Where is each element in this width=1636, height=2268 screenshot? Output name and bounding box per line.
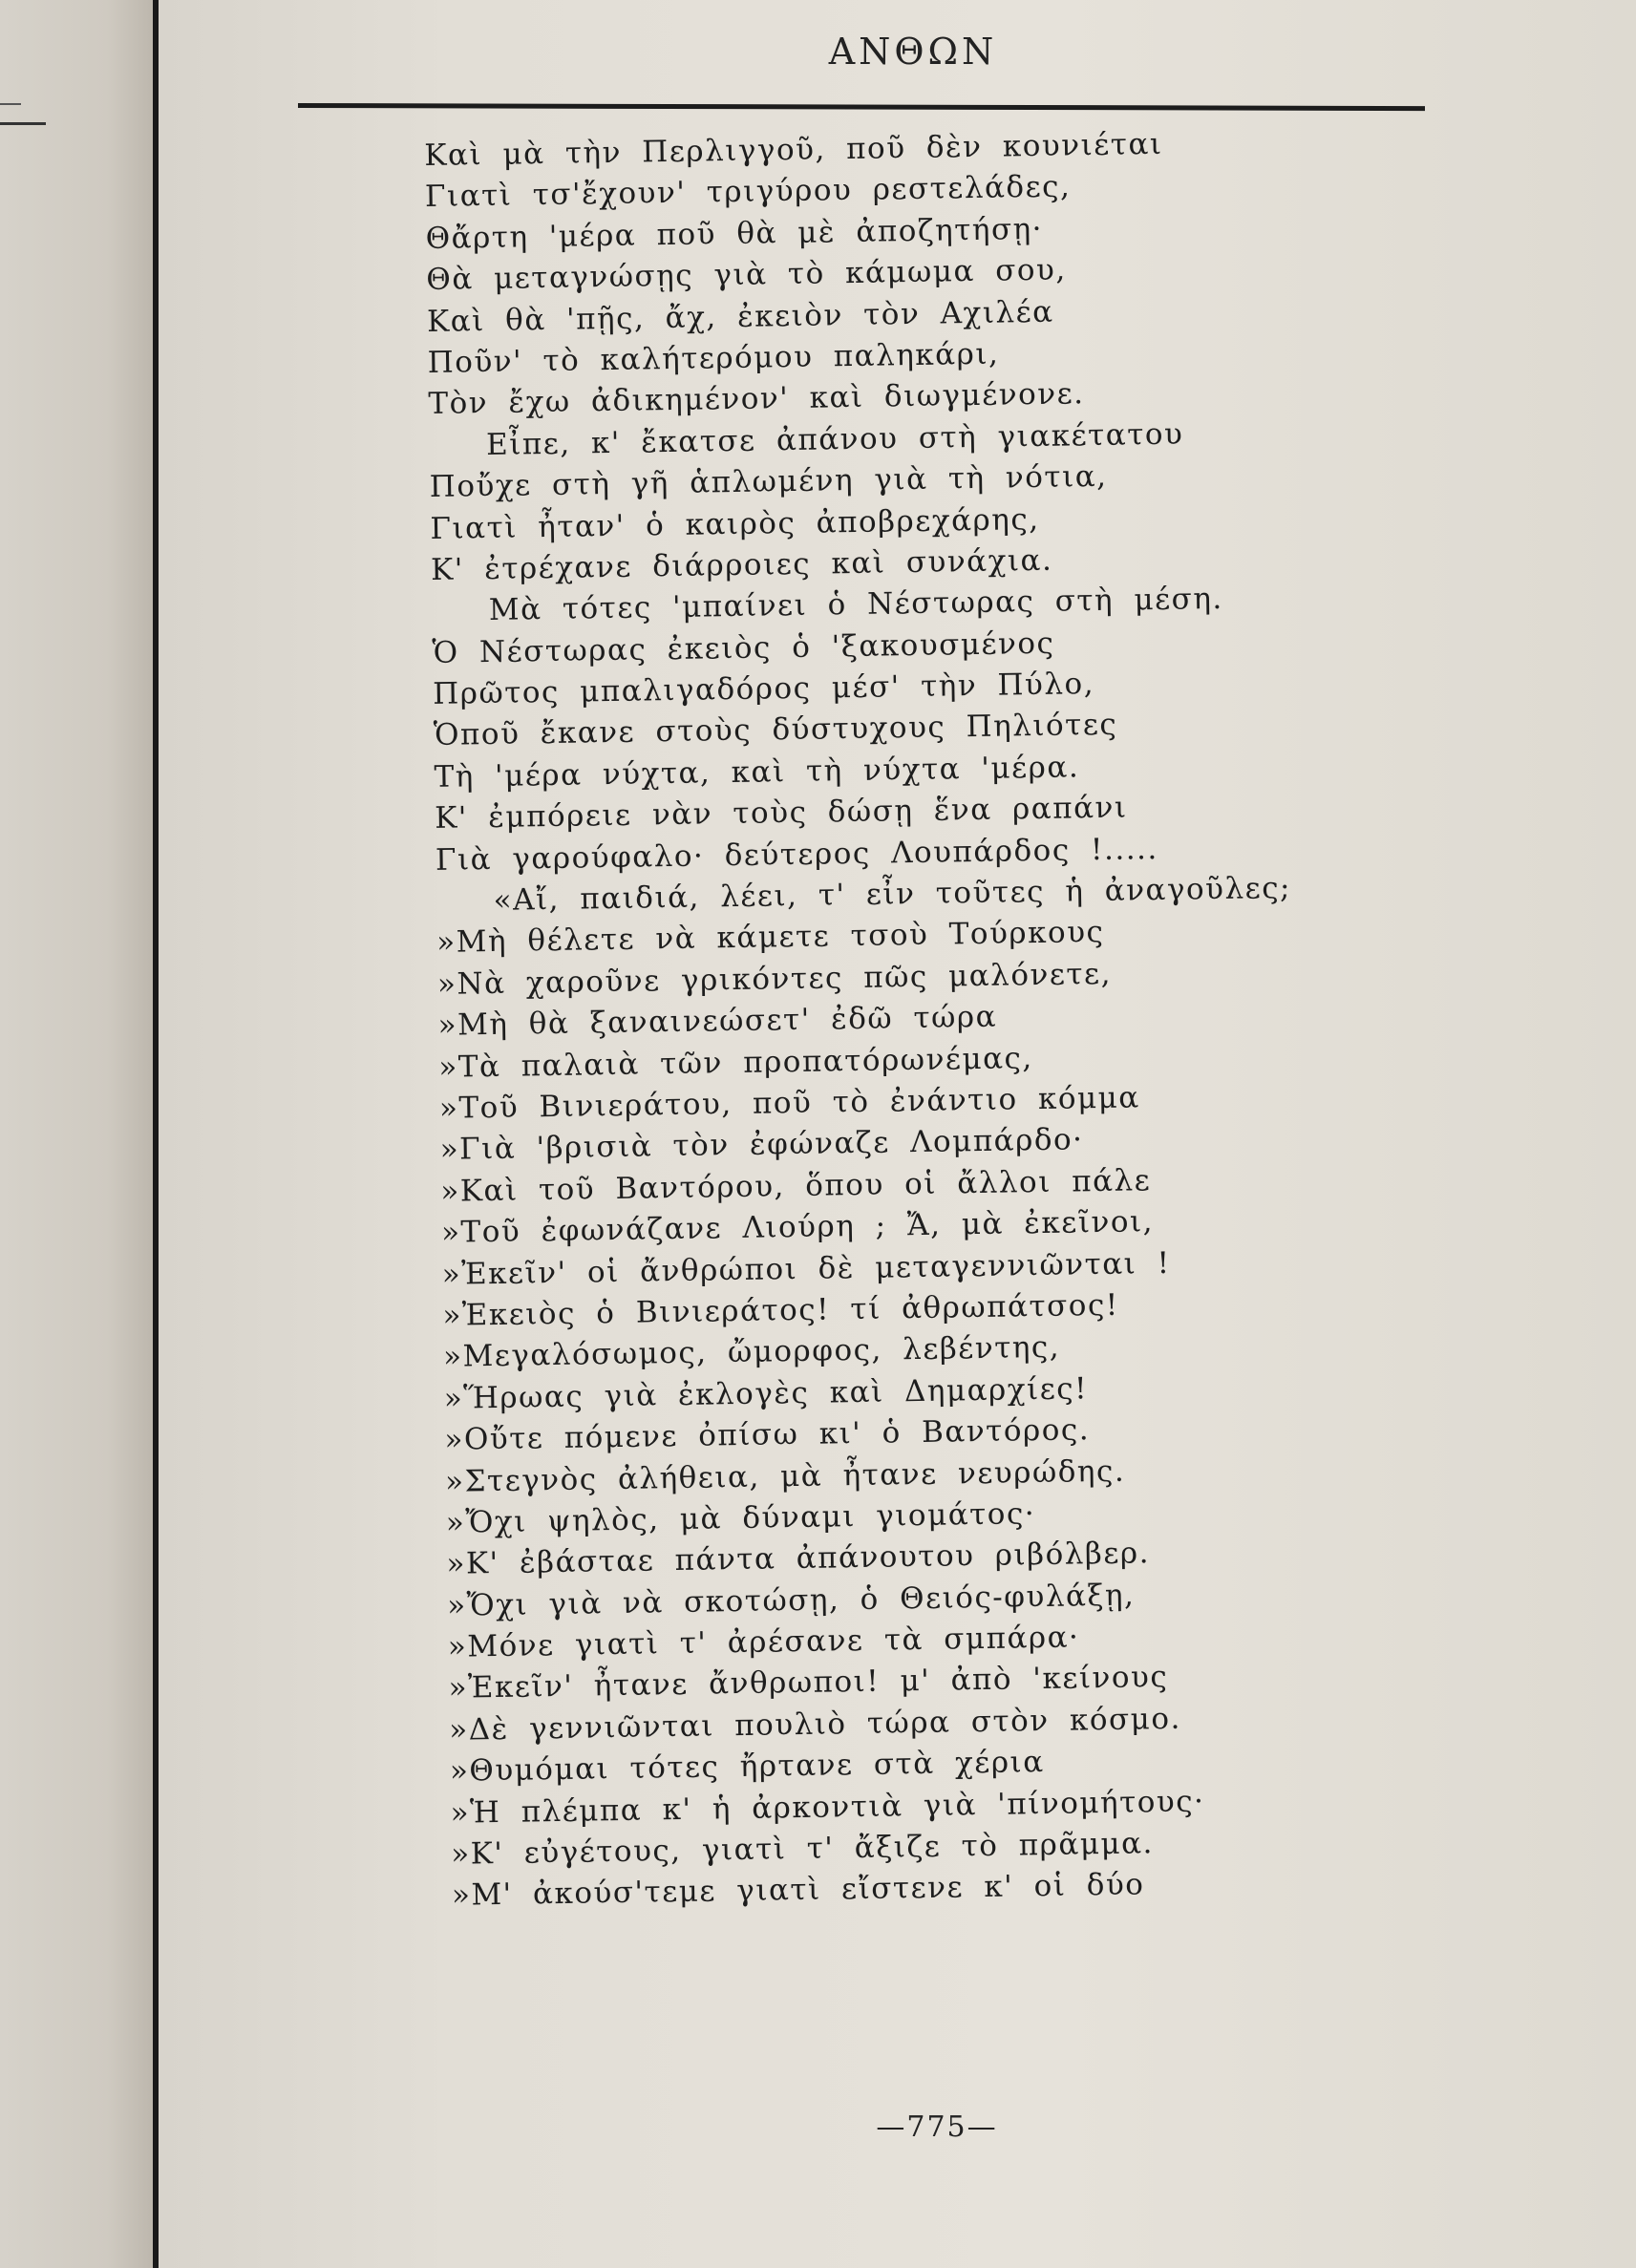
facing-page-rule	[0, 122, 46, 125]
poem-line: Ὁποῦ ἔκανε στοὺς δύστυχους Πηλιότες	[433, 708, 1118, 753]
poem-line: »Ἐκεῖν' οἱ ἄνθρώποι δὲ μεταγεννιῶνται !	[441, 1245, 1171, 1292]
poem-line: Καὶ μὰ τὴν Περλιγγοῦ, ποῦ δὲν κουνιέται	[424, 126, 1163, 173]
poem-line: Θὰ μεταγνώσῃς γιὰ τὸ κάμωμα σου,	[426, 252, 1068, 298]
poem-line: »Ἡ πλέμπα κ' ἡ ἀρκοντιὰ γιὰ 'πίνομήτους·	[450, 1784, 1205, 1831]
poem-line: »Δὲ γεννιῶνται πουλιὸ τώρα στὸν κόσμο.	[448, 1701, 1182, 1748]
poem-line: Γιατὶ τσ'ἔχουν' τριγύρου ρεστελάδες,	[424, 169, 1072, 215]
poem-line: »Οὔτε πόμενε ὀπίσω κι' ὁ Βαντόρος.	[444, 1412, 1091, 1457]
poem-line: »Τοῦ Βινιεράτου, ποῦ τὸ ἐνάντιο κόμμα	[438, 1080, 1140, 1126]
poem-line: »Μεγαλόσωμος, ὤμορφος, λεβέντης,	[442, 1330, 1061, 1375]
poem-line: Εἶπε, κ' ἔκατσε ἀπάνου στὴ γιακέτατου	[485, 416, 1184, 462]
poem-line: Τὴ 'μέρα νύχτα, καὶ τὴ νύχτα 'μέρα.	[434, 750, 1080, 795]
poem-line: Γιὰ γαρούφαλο· δεύτερος Λουπάρδος !.....	[435, 831, 1158, 878]
poem-line: »Καὶ τοῦ Βαντόρου, ὅπου οἱ ἄλλοι πάλε	[440, 1162, 1152, 1209]
poem-line: Μὰ τότες 'μπαίνει ὁ Νέστωρας στὴ μέση.	[488, 582, 1224, 628]
header-rule	[298, 103, 1425, 111]
poem-line: Θἄρτη 'μέρα ποῦ θὰ μὲ ἀποζητήσῃ·	[425, 211, 1044, 256]
poem-line: »Ἥρωας γιὰ ἐκλογὲς καὶ Δημαρχίες!	[443, 1370, 1089, 1416]
book-page	[159, 0, 1636, 2268]
poem-line: «Αἴ, παιδιά, λέει, τ' εἶν τοῦτες ἡ ἀναγοῦλες;	[493, 870, 1292, 918]
poem-line: »Τὰ παλαιὰ τῶν προπατόρωνέμας,	[438, 1040, 1034, 1085]
poem-line: »Ἐκειὸς ὁ Βινιεράτος! τί ἀθρωπάτσος!	[442, 1287, 1120, 1333]
poem-line: Κ' ἐμπόρειε νὰν τοὺς δώσῃ ἕνα ραπάνι	[434, 790, 1128, 837]
poem-line: Ποὔχε στὴ γῆ ἁπλωμένη γιὰ τὴ νότια,	[429, 458, 1108, 505]
poem-line: »Μόνε γιατὶ τ' ἀρέσανε τὰ σμπάρα·	[447, 1620, 1080, 1664]
poem-line: »Γιὰ 'βρισιὰ τὸν ἐφώναζε Λομπάρδο·	[439, 1122, 1084, 1168]
poem-line: »Νὰ χαροῦνε γρικόντες πῶς μαλόνετε,	[436, 956, 1113, 1002]
poem-line: »Μὴ θέλετε νὰ κάμετε τσοὺ Τούρκους	[436, 915, 1105, 961]
poem-line: Πρῶτος μπαλιγαδόρος μέσ' τὴν Πύλο,	[432, 667, 1095, 712]
poem-line: »Ἐκεῖν' ἦτανε ἄνθρωποι! μ' ἀπὸ 'κείνους	[448, 1660, 1169, 1706]
poem-line: »Θυμόμαι τότες ἤρτανε στὰ χέρια	[449, 1745, 1045, 1790]
poem-line: »Μὴ θὰ ξαναινεώσετ' ἐδῶ τώρα	[437, 999, 998, 1044]
poem-line: »Μ' ἀκούσ'τεμε γιατὶ εἴστενε κ' οἱ δύο	[451, 1867, 1145, 1914]
facing-page-mark	[0, 103, 21, 105]
poem-line: Καὶ θὰ 'πῇς, ἄχ, ἐκειὸν τὸν Αχιλέα	[426, 294, 1054, 339]
poem-line: »Τοῦ ἐφωνάζανε Λιούρη ; Ἄ, μὰ ἐκεῖνοι,	[440, 1204, 1155, 1251]
poem-line: »Στεγνὸς ἀλήθεια, μὰ ἦτανε νευρώδης.	[444, 1453, 1126, 1499]
running-head: ΑΝΘΩΝ	[828, 31, 998, 73]
poem-line: Ὁ Νέστωρας ἐκειὸς ὁ 'ξακουσμένος	[432, 625, 1055, 670]
facing-page-edge	[0, 0, 153, 2268]
poem-line: Τὸν ἔχω ἀδικημένον' καὶ διωγμένονε.	[428, 376, 1085, 422]
poem-line: »Ὄχι γιὰ νὰ σκοτώσῃ, ὁ Θειός-φυλάξῃ,	[446, 1578, 1136, 1623]
poem-line: Γιατὶ ἦταν' ὁ καιρὸς ἀποβρεχάρης,	[430, 501, 1040, 546]
page-number: —775—	[876, 2110, 998, 2144]
poem-line: »Κ' εὐγέτους, γιατὶ τ' ἄξιζε τὸ πρᾶμμα.	[450, 1826, 1155, 1872]
poem-line: Ποῦν' τὸ καλήτερόμου παληκάρι,	[427, 336, 1000, 380]
poem-line: Κ' ἐτρέχανε διάρροιες καὶ συνάχια.	[430, 542, 1053, 587]
poem-text-block	[424, 119, 1464, 1917]
poem-line: »Ὄχι ψηλὸς, μὰ δύναμι γιομάτος·	[445, 1496, 1036, 1540]
poem-line: »Κ' ἐβάσταε πάντα ἀπάνουτου ριβόλβερ.	[446, 1536, 1151, 1582]
